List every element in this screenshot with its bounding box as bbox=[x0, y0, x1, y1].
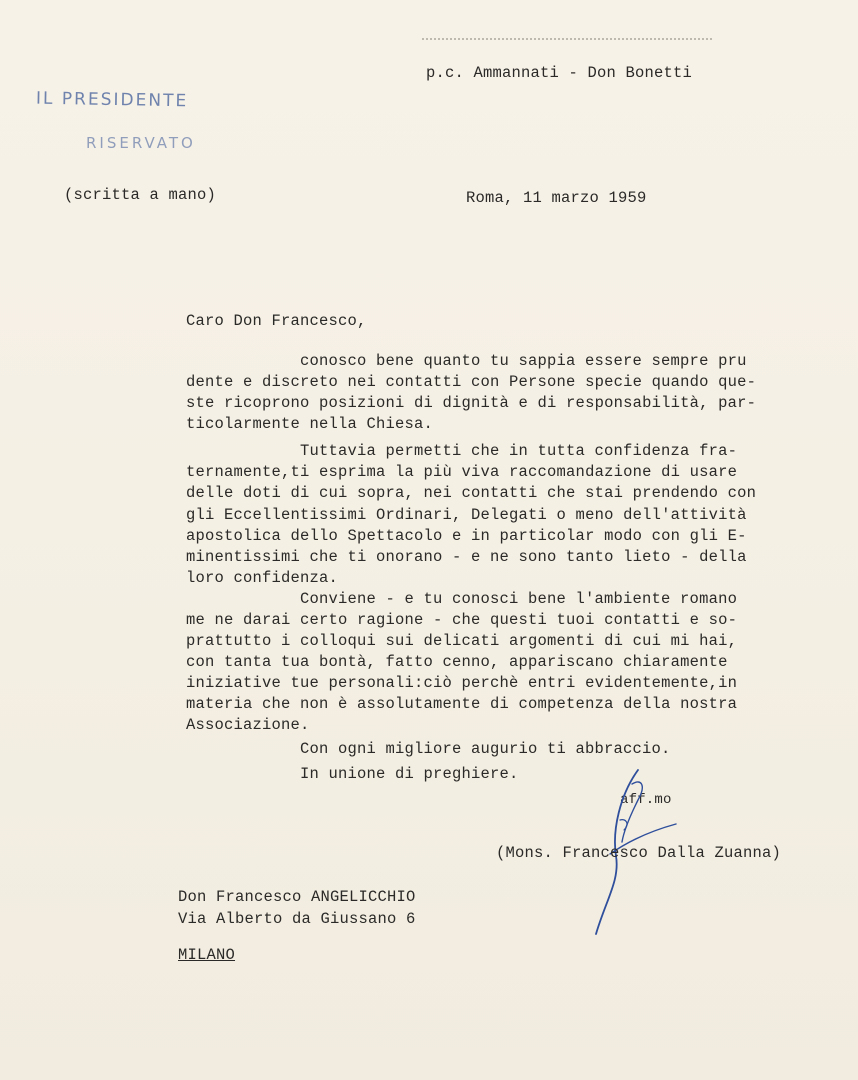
body-line: Associazione. bbox=[186, 716, 310, 734]
body-line: delle doti di cui sopra, nei contatti che stai prendendo con bbox=[186, 484, 757, 502]
recipient-name: Don Francesco ANGELICCHIO bbox=[178, 888, 416, 906]
president-stamp: IL PRESIDENTE bbox=[35, 88, 189, 112]
body-line: con tanta tua bontà, fatto cenno, appariscano chiaramente bbox=[186, 653, 728, 671]
body-line: prattutto i colloqui sui delicati argomenti di cui mi hai, bbox=[186, 632, 738, 650]
recipient-city: MILANO bbox=[178, 946, 236, 964]
body-line: gli Eccellentissimi Ordinari, Delegati o meno dell'attività bbox=[186, 506, 747, 524]
body-line: me ne darai certo ragione - che questi tuoi contatti e so- bbox=[186, 611, 738, 629]
body-line: apostolica dello Spettacolo e in particolar modo con gli E- bbox=[186, 527, 747, 545]
header-dotted-rule bbox=[422, 38, 712, 43]
cc-line: p.c. Ammannati - Don Bonetti bbox=[426, 64, 693, 82]
body-line: dente e discreto nei contatti con Persone specie quando que- bbox=[186, 373, 757, 391]
signatory-name: (Mons. Francesco Dalla Zuanna) bbox=[496, 844, 782, 862]
body-line: ste ricoprono posizioni di dignità e di responsabilità, par- bbox=[186, 394, 757, 412]
body-line: iniziative tue personali:ciò perchè entri evidentemente,in bbox=[186, 674, 738, 692]
salutation: Caro Don Francesco, bbox=[186, 312, 367, 330]
body-line: loro confidenza. bbox=[186, 569, 339, 587]
handwritten-note: (scritta a mano) bbox=[64, 186, 217, 204]
closing-prayer: In unione di preghiere. bbox=[300, 765, 519, 783]
recipient-street: Via Alberto da Giussano 6 bbox=[178, 910, 416, 928]
body-line: ternamente,ti esprima la più viva raccomandazione di usare bbox=[186, 463, 738, 481]
body-line: Tuttavia permetti che in tutta confidenza fra- bbox=[300, 442, 738, 460]
body-line: minentissimi che ti onorano - e ne sono tanto lieto - della bbox=[186, 548, 747, 566]
riservato-stamp: RISERVATO bbox=[86, 134, 196, 152]
body-line: Conviene - e tu conosci bene l'ambiente romano bbox=[300, 590, 738, 608]
body-line: materia che non è assolutamente di competenza della nostra bbox=[186, 695, 738, 713]
body-line: conosco bene quanto tu sappia essere sempre pru bbox=[300, 352, 747, 370]
place-date: Roma, 11 marzo 1959 bbox=[466, 189, 647, 207]
affectionate-abbrev: aff.mo bbox=[620, 792, 672, 808]
closing-greeting: Con ogni migliore augurio ti abbraccio. bbox=[300, 740, 671, 758]
body-line: ticolarmente nella Chiesa. bbox=[186, 415, 434, 433]
